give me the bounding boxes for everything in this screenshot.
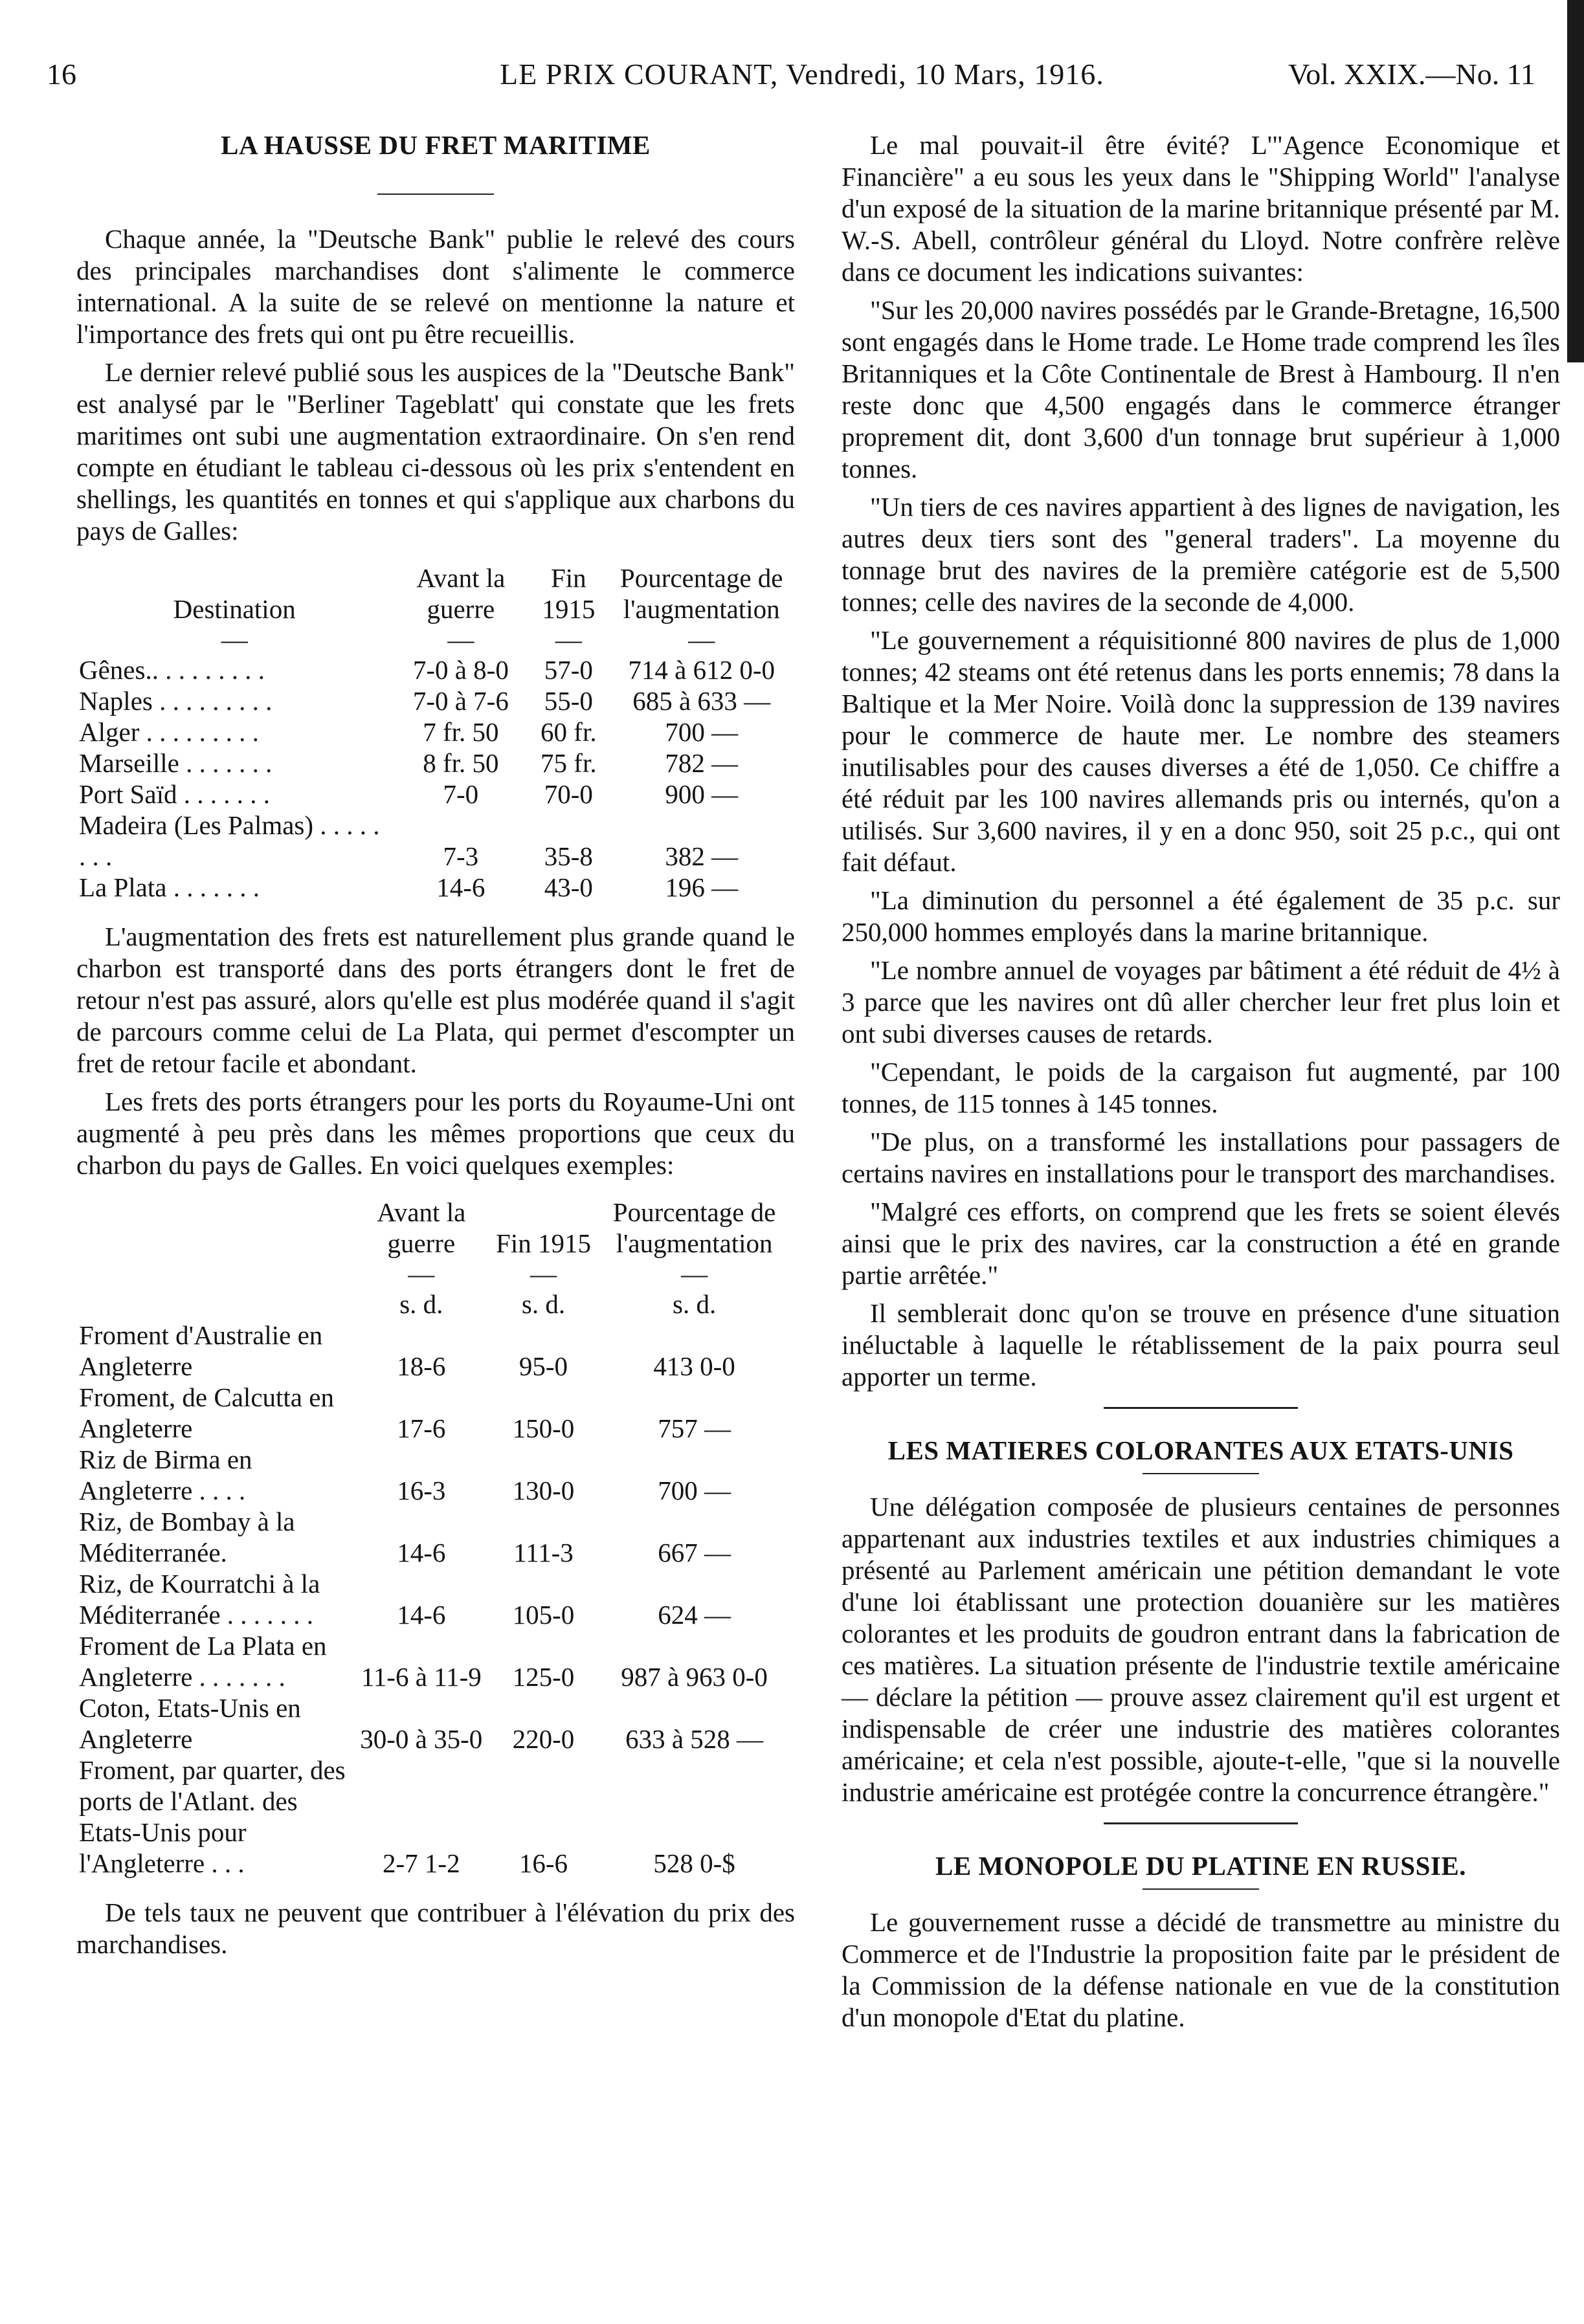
table-row	[76, 1506, 795, 1568]
table-row	[76, 747, 795, 779]
table-cell: 220-0	[512, 1724, 575, 1754]
table-cell: Gênes.. . . . . . . . .	[79, 655, 265, 685]
dash-mark: —	[530, 1259, 557, 1289]
coal-freight-table	[76, 562, 795, 903]
paragraph: "Le gouvernement a réquisitionné 800 navires de plus de 1,000 tonnes; 42 steams ont été retenus dans les ports ennemis; 78 dans la Baltique et la Mer Noire. Voilà donc la suppression de 139 navires pour le commerce de haute mer. Le nombre des steamers inutilisables pour des causes diverses a été de 1,050. Ce chiffre a été réduit par les 100 navires allemands pris ou internés, qu'on a utilisés. Sur 3,600 navires, il y en a donc 950, soit 25 p.c., qui ont fait défaut.	[842, 625, 1560, 877]
unit-label: s. d.	[521, 1289, 566, 1319]
table-header-row	[76, 1197, 795, 1259]
table-row	[76, 779, 795, 810]
column-header: Avant la guerre	[416, 563, 506, 624]
table-cell: 633 à 528 —	[625, 1724, 764, 1754]
table-cell: Riz, de Bombay à la Méditerranée.	[79, 1507, 295, 1567]
table-cell: 667 —	[658, 1538, 731, 1567]
paragraph: Le gouvernement russe a décidé de transmettre au ministre du Commerce et de l'Industrie la proposition faite par le président de la Commission de la défense nationale en vue de la constitution d'un monopole d'Etat du platine.	[842, 1907, 1560, 2032]
paragraph: "Malgré ces efforts, on comprend que les frets se soient élevés ainsi que le prix des navires, car la construction a été en grande partie arrêtée."	[842, 1197, 1560, 1290]
column-header: Pourcentage de l'augmentation	[619, 563, 783, 624]
table-cell: 55-0	[544, 686, 593, 716]
table-cell: 16-6	[519, 1848, 568, 1878]
table-cell: 7-0 à 7-6	[412, 686, 509, 716]
table-header-row	[76, 562, 795, 625]
column-header: Fin 1915	[542, 563, 596, 624]
paragraph: Le mal pouvait-il être évité? L'"Agence Economique et Financière" a eu sous les yeux dans le "Shipping World" l'analyse d'un exposé de la situation de la marine britannique présenté par M. W.-S. Abell, contrôleur général du Lloyd. Notre confrère relève dans ce document les indications suivantes:	[842, 130, 1560, 287]
dash-mark: —	[688, 625, 715, 654]
table-row	[76, 1320, 795, 1382]
paragraph: Chaque année, la "Deutsche Bank" publie le relevé des cours des principales marchandises dont s'alimente le commerce international. A la suite de se relevé on mentionne la nature et l'importance des frets qui ont pu être recueillis.	[76, 224, 795, 349]
table-cell: 70-0	[544, 779, 593, 809]
table-cell: 30-0 à 35-0	[360, 1724, 483, 1754]
table-cell: Riz de Birma en Angleterre . . . .	[79, 1444, 252, 1505]
article-title-platinum: LE MONOPOLE DU PLATINE EN RUSSIE.	[935, 1851, 1466, 1881]
article-separator	[1104, 1407, 1298, 1409]
table-cell: 8 fr. 50	[423, 748, 499, 778]
page-number: 16	[47, 58, 76, 91]
table-cell: 782 —	[665, 748, 739, 778]
paragraph: Les frets des ports étrangers pour les ports du Royaume-Uni ont augmenté à peu près dans les mêmes proportions que ceux du charbon du pays de Galles. En voici quelques exemples:	[76, 1087, 795, 1180]
table-cell: 95-0	[519, 1351, 568, 1381]
table-cell: 14-6	[436, 872, 485, 902]
table-cell: 700 —	[658, 1476, 731, 1505]
unit-label: s. d.	[672, 1289, 717, 1319]
table-cell: 900 —	[665, 779, 739, 809]
table-cell: 7-0 à 8-0	[412, 655, 509, 685]
table-cell: 2-7 1-2	[383, 1848, 460, 1878]
table-cell: 150-0	[512, 1413, 575, 1443]
table-cell: 18-6	[397, 1351, 446, 1381]
table-cell: 111-3	[513, 1538, 574, 1567]
table-cell: 11-6 à 11-9	[361, 1662, 482, 1692]
table-cell: 57-0	[544, 655, 593, 685]
table-cell: 7 fr. 50	[423, 717, 499, 747]
table-row	[76, 716, 795, 747]
table-cell: 7-3	[443, 841, 479, 871]
column-header: Avant la guerre	[377, 1197, 466, 1258]
table-row	[76, 1382, 795, 1444]
table-cell: 987 à 963 0-0	[621, 1662, 768, 1692]
title-rule	[1143, 1473, 1259, 1474]
table-cell: 7-0	[443, 779, 479, 809]
table-row	[76, 1444, 795, 1506]
unit-label: s. d.	[399, 1289, 443, 1319]
table-row	[76, 685, 795, 716]
title-rule	[377, 194, 494, 195]
dash-mark: —	[681, 1259, 708, 1289]
table-cell: 14-6	[397, 1538, 446, 1567]
paragraph: "Un tiers de ces navires appartient à des lignes de navigation, les autres deux tiers sont des "general traders". La moyenne du tonnage brut des navires de la première catégorie est de 5,500 tonnes; celle des navires de la seconde de 4,000.	[842, 492, 1560, 617]
table-cell: Froment, de Calcutta en Angleterre	[79, 1382, 334, 1443]
column-header	[76, 1197, 350, 1259]
page-header	[47, 57, 1535, 102]
column-header: Destination	[173, 594, 296, 624]
table-cell: 382 —	[665, 841, 739, 871]
table-cell: 528 0-$	[653, 1848, 735, 1878]
paragraph: "Le nombre annuel de voyages par bâtiment a été réduit de 4½ à 3 parce que les navires ont dû aller chercher leur fret plus loin et ont subi diverses causes de retards.	[842, 955, 1560, 1048]
foreign-ports-freight-table	[76, 1197, 795, 1879]
table-cell: Coton, Etats-Unis en Angleterre	[79, 1693, 301, 1754]
article-title-freight: LA HAUSSE DU FRET MARITIME	[221, 130, 651, 160]
table-dash-row	[76, 625, 795, 654]
dash-mark: —	[221, 625, 248, 654]
paragraph: "De plus, on a transformé les installations pour passagers de certains navires en installations pour le transport des marchandises.	[842, 1127, 1560, 1188]
scan-edge-bar	[1567, 0, 1584, 362]
right-column	[842, 129, 1560, 2040]
table-row	[76, 872, 795, 903]
table-cell: 105-0	[512, 1600, 575, 1630]
table-cell: 75 fr.	[541, 748, 597, 778]
paragraph: Le dernier relevé publié sous les auspices de la "Deutsche Bank" est analysé par le "Berliner Tageblatt' qui constate que les frets maritimes ont subi une augmentation extraordinaire. On s'en rend compte en étudiant le tableau ci-dessous où les prix s'entendent en shellings, les quantités en tonnes et qui s'applique aux charbons du pays de Galles:	[76, 357, 795, 546]
table-row	[76, 810, 795, 872]
table-cell: 624 —	[658, 1600, 731, 1630]
article-title-dyes: LES MATIERES COLORANTES AUX ETATS-UNIS	[887, 1435, 1514, 1465]
table-cell: 413 0-0	[653, 1351, 735, 1381]
paragraph: Il semblerait donc qu'on se trouve en présence d'une situation inéluctable à laquelle le rétablissement de la paix pourra seul apporter un terme.	[842, 1298, 1560, 1391]
table-cell: 757 —	[658, 1413, 731, 1443]
table-cell: 17-6	[397, 1413, 446, 1443]
title-rule	[1143, 1888, 1259, 1890]
column-header: Fin 1915	[496, 1228, 591, 1258]
table-cell: La Plata . . . . . . .	[79, 872, 260, 902]
table-cell: 714 à 612 0-0	[628, 655, 775, 685]
table-cell: 43-0	[544, 872, 593, 902]
table-cell: Port Saïd . . . . . . .	[79, 779, 270, 809]
dash-mark: —	[555, 625, 582, 654]
table-cell: Riz, de Kourratchi à la Méditerranée . . . . . . .	[79, 1569, 320, 1630]
table-cell: Alger . . . . . . . . .	[79, 717, 259, 747]
paragraph: L'augmentation des frets est naturellement plus grande quand le charbon est transporté dans des ports étrangers dont le fret de retour n'est pas assuré, alors qu'elle est plus modérée quand il s'agit de parcours comme celui de La Plata, qui permet d'escompter un fret de retour facile et abondant.	[76, 922, 795, 1078]
paragraph: "La diminution du personnel a été également de 35 p.c. sur 250,000 hommes employés dans la marine britannique.	[842, 885, 1560, 947]
table-row	[76, 1630, 795, 1692]
table-cell: 16-3	[397, 1476, 446, 1505]
table-cell: Froment, par quarter, des ports de l'Atlant. des Etats-Unis pour l'Angleterre . . .	[79, 1755, 346, 1878]
table-cell: Madeira (Les Palmas) . . . . . . . .	[79, 810, 380, 871]
units-row	[76, 1289, 795, 1320]
left-column	[76, 129, 795, 1967]
volume-number: Vol. XXIX.—No. 11	[1288, 58, 1535, 91]
dash-mark: —	[408, 1259, 435, 1289]
column-header: Pourcentage de l'augmentation	[612, 1197, 776, 1258]
table-dash-row	[76, 1259, 795, 1289]
table-row	[76, 654, 795, 685]
paragraph: De tels taux ne peuvent que contribuer à l'élévation du prix des marchandises.	[76, 1898, 795, 1959]
paragraph: Une délégation composée de plusieurs centaines de personnes appartenant aux industries textiles et aux industries chimiques a présenté au Parlement américain une pétition demandant le vote d'une loi établissant une protection douanière sur les matières colorantes et les produits de goudron entrant dans la fabrication de ces matières. La situation présente de l'industrie textile américaine — déclare la pétition — prouve assez clairement qu'il est urgent et indispensable de créer une industrie des matières colorantes américaine; et cela n'est possible, ajoute-t-elle, "que si la nouvelle industrie américaine est protégée contre la concurrence étrangère."	[842, 1492, 1560, 1807]
table-cell: Naples . . . . . . . . .	[79, 686, 273, 716]
table-cell: 685 à 633 —	[632, 686, 771, 716]
table-cell: 130-0	[512, 1476, 575, 1505]
table-cell: 125-0	[512, 1662, 575, 1692]
table-cell: 35-8	[544, 841, 593, 871]
journal-dateline: LE PRIX COURANT, Vendredi, 10 Mars, 1916.	[500, 58, 1104, 91]
table-cell: Froment de La Plata en Angleterre . . . . . . .	[79, 1631, 327, 1692]
table-cell: 14-6	[397, 1600, 446, 1630]
table-cell: Marseille . . . . . . .	[79, 748, 273, 778]
paragraph: "Cependant, le poids de la cargaison fut augmenté, par 100 tonnes, de 115 tonnes à 145 tonnes.	[842, 1057, 1560, 1118]
table-row	[76, 1692, 795, 1754]
article-separator	[1104, 1822, 1298, 1824]
paragraph: "Sur les 20,000 navires possédés par le Grande-Bretagne, 16,500 sont engagés dans le Home trade. Le Home trade comprend les îles Britanniques et la Côte Continentale de Brest à Hambourg. Il n'en reste donc que 4,500 engagés dans le commerce étranger proprement dit, dont 3,600 d'un tonnage brut supérieur à 1,000 tonnes.	[842, 295, 1560, 483]
table-cell: 196 —	[665, 872, 739, 902]
table-row	[76, 1754, 795, 1879]
table-cell: 700 —	[665, 717, 739, 747]
dash-mark: —	[447, 625, 474, 654]
table-cell: Froment d'Australie en Angleterre	[79, 1320, 323, 1381]
table-row	[76, 1568, 795, 1630]
table-cell: 60 fr.	[541, 717, 597, 747]
